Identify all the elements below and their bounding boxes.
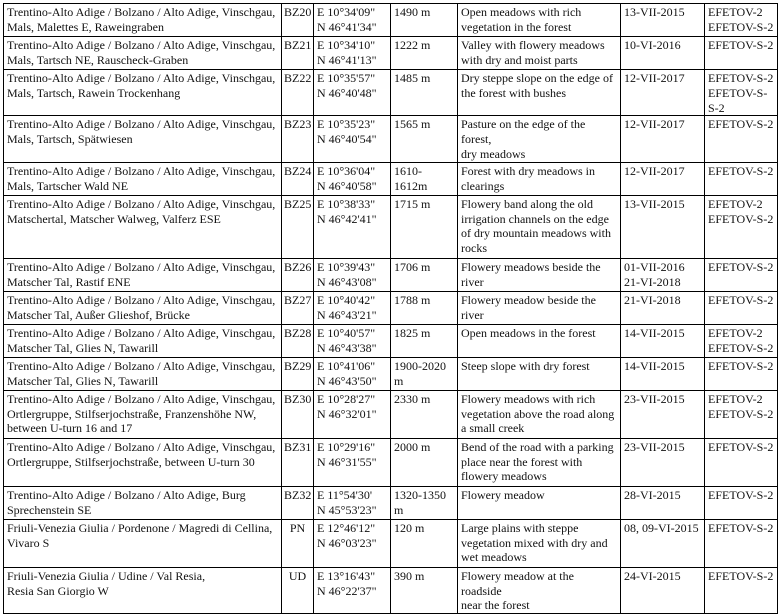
altitude-cell: 1490 m — [391, 4, 458, 37]
coordinates-cell: E 13°16'43" N 46°22'37" — [314, 567, 391, 613]
table-row — [4, 519, 778, 567]
table-row — [4, 116, 778, 162]
coordinates-cell: E 10°29'16" N 46°31'55" — [314, 438, 391, 486]
dates-cell: 08, 09-VI-2015 — [621, 519, 705, 567]
methods-cell: EFETOV-S-2 — [705, 258, 778, 291]
methods-cell: EFETOV-S-2 — [705, 438, 778, 486]
altitude-cell: 120 m — [391, 519, 458, 567]
altitude-cell: 1320-1350 m — [391, 486, 458, 519]
site-code-cell: BZ21 — [282, 37, 314, 70]
site-code-cell: BZ27 — [282, 291, 314, 324]
site-code-cell: BZ28 — [282, 324, 314, 357]
habitat-cell: Flowery meadow beside the river — [458, 291, 621, 324]
table-row — [4, 357, 778, 390]
coordinates-cell: E 10°36'04" N 46°40'58" — [314, 162, 391, 195]
habitat-cell: Dry steppe slope on the edge of the forest with bushes — [458, 70, 621, 116]
habitat-cell: Flowery meadows with rich vegetation above the road along a small creek — [458, 390, 621, 438]
locality-cell: Trentino-Alto Adige / Bolzano / Alto Adige, Vinschgau, Mals, Tartsch NE, Rauscheck-Graben — [4, 37, 282, 70]
locality-cell: Trentino-Alto Adige / Bolzano / Alto Adige, Vinschgau, Mals, Tartsch, Spätwiesen — [4, 116, 282, 162]
table-row — [4, 162, 778, 195]
coordinates-cell: E 11°54'30' N 45°53'23" — [314, 486, 391, 519]
locality-cell: Friuli-Venezia Giulia / Udine / Val Resia, Resia San Giorgio W — [4, 567, 282, 613]
methods-cell: EFETOV-S-2 — [705, 37, 778, 70]
habitat-cell: Open meadows in the forest — [458, 324, 621, 357]
coordinates-cell: E 10°28'27" N 46°32'01" — [314, 390, 391, 438]
dates-cell: 13-VII-2015 — [621, 195, 705, 258]
dates-cell: 14-VII-2015 — [621, 324, 705, 357]
dates-cell: 28-VI-2015 — [621, 486, 705, 519]
dates-cell: 14-VII-2015 — [621, 357, 705, 390]
dates-cell: 13-VII-2015 — [621, 4, 705, 37]
methods-cell: EFETOV-S-2 EFETOV-S-S-2 — [705, 70, 778, 116]
dates-cell: 23-VII-2015 — [621, 390, 705, 438]
site-code-cell: BZ29 — [282, 357, 314, 390]
dates-cell: 12-VII-2017 — [621, 70, 705, 116]
coordinates-cell: E 10°34'10" N 46°41'13" — [314, 37, 391, 70]
locality-cell: Trentino-Alto Adige / Bolzano / Alto Adige, Vinschgau, Matscher Tal, Außer Glieshof, Brücke — [4, 291, 282, 324]
habitat-cell: Large plains with steppe vegetation mixed with dry and wet meadows — [458, 519, 621, 567]
dates-cell: 23-VII-2015 — [621, 438, 705, 486]
habitat-cell: Steep slope with dry forest — [458, 357, 621, 390]
locality-cell: Trentino-Alto Adige / Bolzano / Alto Adige, Vinschgau, Mals, Tartsch, Rawein Trockenhang — [4, 70, 282, 116]
habitat-cell: Open meadows with rich vegetation in the forest — [458, 4, 621, 37]
site-code-cell: BZ20 — [282, 4, 314, 37]
coordinates-cell: E 10°35'57" N 46°40'48" — [314, 70, 391, 116]
coordinates-cell: E 10°39'43" N 46°43'08" — [314, 258, 391, 291]
altitude-cell: 1706 m — [391, 258, 458, 291]
table-row — [4, 195, 778, 258]
altitude-cell: 2330 m — [391, 390, 458, 438]
dates-cell: 12-VII-2017 — [621, 116, 705, 162]
coordinates-cell: E 10°38'33" N 46°42'41" — [314, 195, 391, 258]
coordinates-cell: E 10°34'09" N 46°41'34" — [314, 4, 391, 37]
altitude-cell: 1788 m — [391, 291, 458, 324]
methods-cell: EFETOV-2 EFETOV-S-2 — [705, 4, 778, 37]
habitat-cell: Forest with dry meadows in clearings — [458, 162, 621, 195]
site-code-cell: BZ23 — [282, 116, 314, 162]
site-code-cell: BZ32 — [282, 486, 314, 519]
site-code-cell: BZ31 — [282, 438, 314, 486]
site-code-cell: BZ30 — [282, 390, 314, 438]
dates-cell: 01-VII-2016 21-VI-2018 — [621, 258, 705, 291]
table-row — [4, 567, 778, 613]
habitat-cell: Flowery meadows beside the river — [458, 258, 621, 291]
table-row — [4, 258, 778, 291]
locality-cell: Trentino-Alto Adige / Bolzano / Alto Adige, Burg Sprechenstein SE — [4, 486, 282, 519]
locality-cell: Trentino-Alto Adige / Bolzano / Alto Adige, Vinschgau, Matscher Tal, Rastif ENE — [4, 258, 282, 291]
coordinates-cell: E 12°46'12" N 46°03'23" — [314, 519, 391, 567]
methods-cell: EFETOV-S-2 — [705, 519, 778, 567]
site-code-cell: BZ22 — [282, 70, 314, 116]
altitude-cell: 1222 m — [391, 37, 458, 70]
methods-cell: EFETOV-S-2 — [705, 291, 778, 324]
locality-cell: Trentino-Alto Adige / Bolzano / Alto Adige, Vinschgau, Mals, Malettes E, Raweingraben — [4, 4, 282, 37]
methods-cell: EFETOV-S-2 — [705, 486, 778, 519]
altitude-cell: 1825 m — [391, 324, 458, 357]
locality-cell: Trentino-Alto Adige / Bolzano / Alto Adige, Vinschgau, Matschertal, Matscher Walweg, Valferz ESE — [4, 195, 282, 258]
altitude-cell: 1900-2020 m — [391, 357, 458, 390]
table-row — [4, 438, 778, 486]
locality-cell: Trentino-Alto Adige / Bolzano / Alto Adige, Vinschgau, Mals, Tartscher Wald NE — [4, 162, 282, 195]
habitat-cell: Flowery band along the old irrigation channels on the edge of dry mountain meadows with rocks — [458, 195, 621, 258]
site-code-cell: BZ26 — [282, 258, 314, 291]
site-code-cell: BZ24 — [282, 162, 314, 195]
habitat-cell: Flowery meadow — [458, 486, 621, 519]
altitude-cell: 1485 m — [391, 70, 458, 116]
altitude-cell: 1715 m — [391, 195, 458, 258]
dates-cell: 21-VI-2018 — [621, 291, 705, 324]
table-row — [4, 70, 778, 116]
table-row — [4, 486, 778, 519]
site-code-cell: BZ25 — [282, 195, 314, 258]
methods-cell: EFETOV-2 EFETOV-S-2 — [705, 195, 778, 258]
habitat-cell: Pasture on the edge of the forest, dry meadows — [458, 116, 621, 162]
dates-cell: 10-VI-2016 — [621, 37, 705, 70]
methods-cell: EFETOV-2 EFETOV-S-2 — [705, 324, 778, 357]
table-row — [4, 324, 778, 357]
altitude-cell: 390 m — [391, 567, 458, 613]
methods-cell: EFETOV-2 EFETOV-S-2 — [705, 390, 778, 438]
methods-cell: EFETOV-S-2 — [705, 116, 778, 162]
table-row — [4, 291, 778, 324]
table-row — [4, 390, 778, 438]
dates-cell: 24-VI-2015 — [621, 567, 705, 613]
locality-cell: Trentino-Alto Adige / Bolzano / Alto Adige, Vinschgau, Ortlergruppe, Stilfserjochstraße, Franzenshöhe NW, between U-turn 16 and 17 — [4, 390, 282, 438]
habitat-cell: Valley with flowery meadows with dry and moist parts — [458, 37, 621, 70]
coordinates-cell: E 10°40'57" N 46°43'38" — [314, 324, 391, 357]
table-row — [4, 4, 778, 37]
locality-cell: Trentino-Alto Adige / Bolzano / Alto Adige, Vinschgau, Ortlergruppe, Stilfserjochstraße, between U-turn 30 — [4, 438, 282, 486]
localities-table — [3, 3, 778, 614]
table-row — [4, 37, 778, 70]
locality-cell: Friuli-Venezia Giulia / Pordenone / Magredi di Cellina, Vivaro S — [4, 519, 282, 567]
locality-cell: Trentino-Alto Adige / Bolzano / Alto Adige, Vinschgau, Matscher Tal, Glies N, Tawarill — [4, 324, 282, 357]
habitat-cell: Bend of the road with a parking place near the forest with flowery meadows — [458, 438, 621, 486]
methods-cell: EFETOV-S-2 — [705, 162, 778, 195]
dates-cell: 12-VII-2017 — [621, 162, 705, 195]
habitat-cell: Flowery meadow at the roadside near the forest — [458, 567, 621, 613]
coordinates-cell: E 10°41'06" N 46°43'50" — [314, 357, 391, 390]
locality-cell: Trentino-Alto Adige / Bolzano / Alto Adige, Vinschgau, Matscher Tal, Glies N, Tawarill — [4, 357, 282, 390]
site-code-cell: PN — [282, 519, 314, 567]
site-code-cell: UD — [282, 567, 314, 613]
methods-cell: EFETOV-S-2 — [705, 357, 778, 390]
methods-cell: EFETOV-S-2 — [705, 567, 778, 613]
altitude-cell: 1565 m — [391, 116, 458, 162]
altitude-cell: 1610-1612m — [391, 162, 458, 195]
coordinates-cell: E 10°35'23" N 46°40'54" — [314, 116, 391, 162]
coordinates-cell: E 10°40'42" N 46°43'21" — [314, 291, 391, 324]
altitude-cell: 2000 m — [391, 438, 458, 486]
